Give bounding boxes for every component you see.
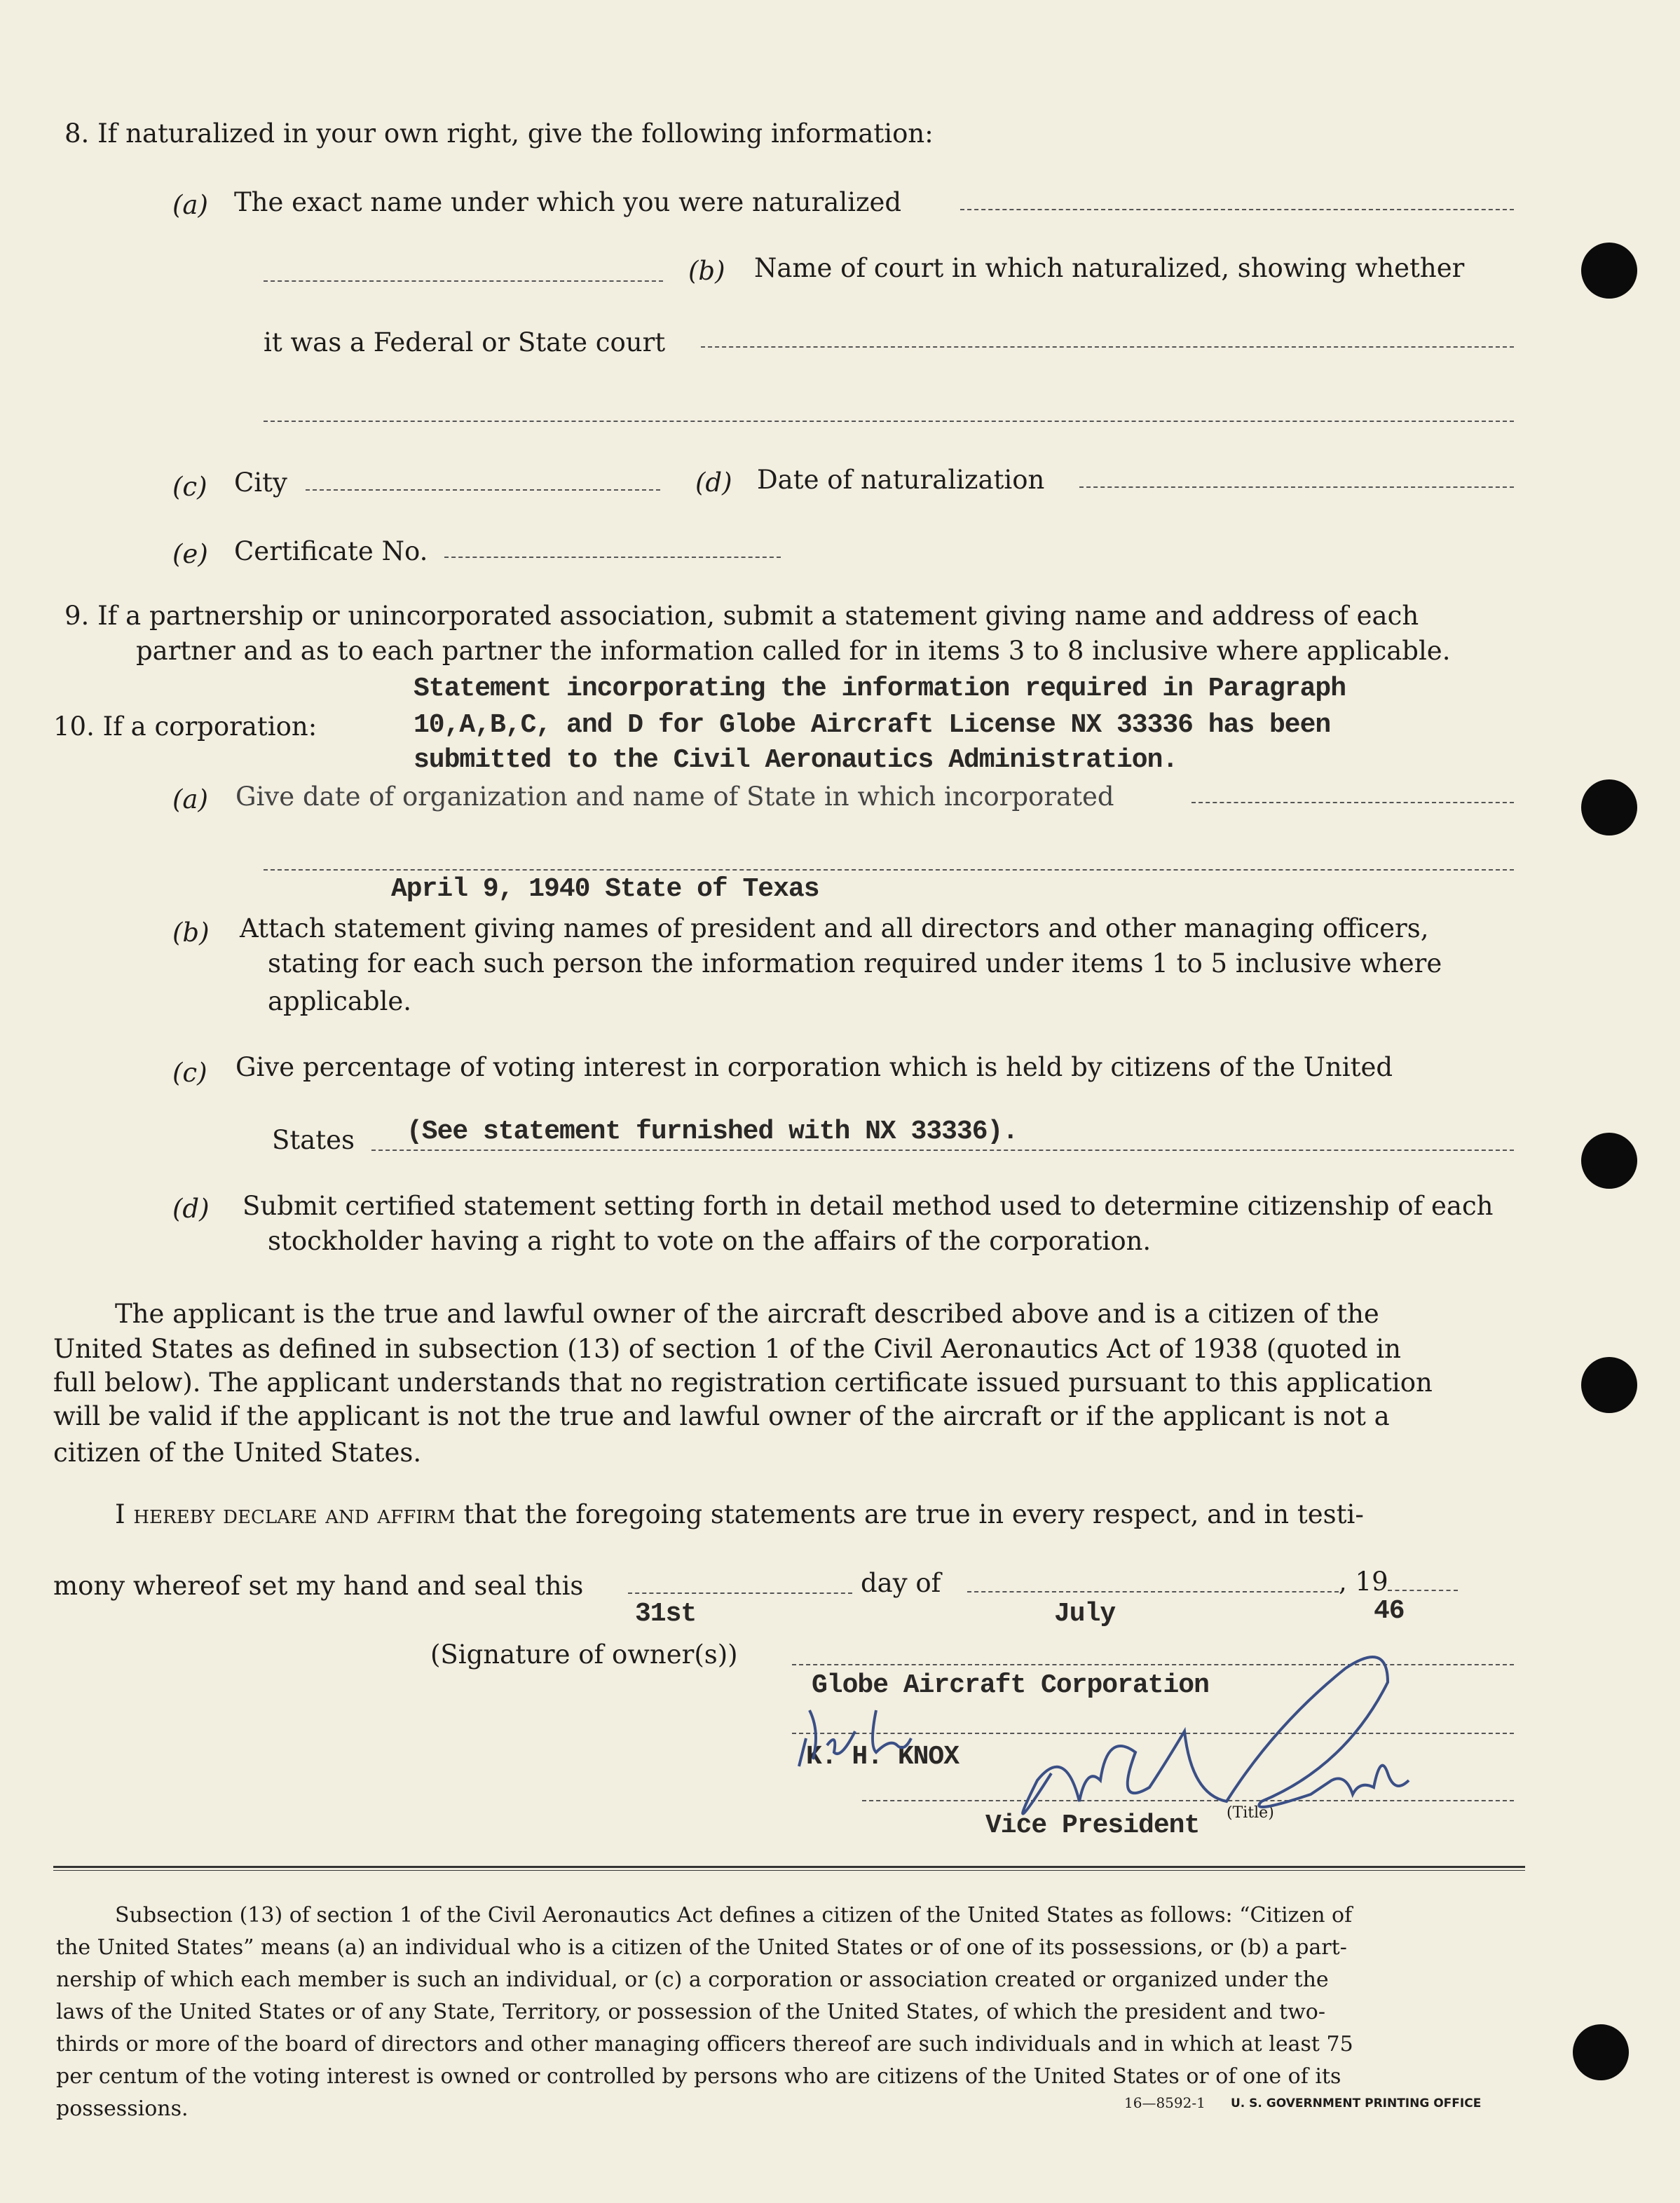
certificate-label: Certificate No. — [234, 536, 428, 566]
punch-hole — [1581, 243, 1637, 299]
label-d: (d) — [172, 1194, 210, 1224]
item-10c-states: States — [272, 1125, 355, 1155]
footnote-line: possessions. — [56, 2096, 189, 2121]
label-c: (c) — [172, 472, 207, 502]
date-naturalization-field[interactable] — [1079, 486, 1514, 488]
signature-label: (Signature of owner(s)) — [430, 1639, 738, 1670]
affirmation-line — [115, 1501, 1364, 1527]
label-c: (c) — [172, 1058, 207, 1088]
year-typed: 46 — [1374, 1596, 1405, 1626]
typed-statement-1: Statement incorporating the information required in Paragraph — [414, 674, 1346, 704]
item-10d-line: stockholder having a right to vote on the affairs of the corporation. — [268, 1226, 1152, 1256]
label-b: (b) — [688, 256, 725, 286]
incorporation-field-cont[interactable] — [264, 869, 1514, 871]
title-typed: Vice President — [985, 1810, 1200, 1841]
item-10c-text: Give percentage of voting interest in corporation which is held by citizens of the United — [235, 1052, 1393, 1082]
affirm-lead: I hereby declare and affirm — [115, 1499, 456, 1529]
printer-imprint: U. S. GOVERNMENT PRINTING OFFICE — [1231, 2096, 1482, 2110]
label-a: (a) — [172, 190, 208, 220]
certificate-field[interactable] — [444, 557, 781, 558]
punch-hole — [1581, 1133, 1637, 1189]
item-8a-text: The exact name under which you were naturalized — [234, 187, 902, 217]
month-typed: July — [1054, 1599, 1116, 1629]
footnote-line: per centum of the voting interest is owned or controlled by persons who are citizens of the United States or of one of its — [56, 2064, 1341, 2089]
affirm-rest: that the foregoing statements are true in every respect, and in testi- — [463, 1499, 1364, 1529]
naturalized-name-field[interactable] — [960, 209, 1514, 210]
label-d: (d) — [695, 468, 732, 498]
company-name-typed: Globe Aircraft Corporation — [812, 1670, 1209, 1700]
voting-interest-field[interactable] — [371, 1150, 1514, 1151]
footnote-line: nership of which each member is such an individual, or (c) a corporation or association created or organized under the — [56, 1967, 1329, 1992]
title-label: (Title) — [1227, 1804, 1274, 1822]
declaration-line: full below). The applicant understands that no registration certificate issued pursuant to this application — [53, 1368, 1433, 1398]
declaration-line: citizen of the United States. — [53, 1438, 422, 1468]
handwritten-signatures — [771, 1640, 1472, 1850]
footnote-line: thirds or more of the board of directors and other managing officers thereof are such individuals and in which at least 75 — [56, 2032, 1353, 2057]
punch-hole — [1573, 2024, 1629, 2080]
item-9-line1: 9. If a partnership or unincorporated association, submit a statement giving name and address of each — [64, 601, 1419, 631]
label-b: (b) — [172, 918, 210, 948]
item-10d-line: Submit certified statement setting forth in detail method used to determine citizenship of each — [243, 1191, 1494, 1221]
typed-statement-2: 10,A,B,C, and D for Globe Aircraft License NX 33336 has been — [414, 710, 1331, 740]
item-9-line2: partner and as to each partner the information called for in items 3 to 8 inclusive where applicable. — [136, 636, 1451, 666]
form-number: 16—8592-1 — [1124, 2094, 1206, 2111]
declaration-line: United States as defined in subsection (13) of section 1 of the Civil Aeronautics Act of 1938 (quoted in — [53, 1334, 1401, 1364]
voting-interest-typed: (See statement furnished with NX 33336). — [407, 1117, 1018, 1147]
item-8-heading: 8. If naturalized in your own right, give the following information: — [64, 118, 934, 149]
court-field[interactable] — [701, 346, 1514, 348]
declaration-line: will be valid if the applicant is not the true and lawful owner of the aircraft or if the applicant is not a — [53, 1401, 1390, 1431]
punch-hole — [1581, 779, 1637, 835]
signer-name-typed: K. H. KNOX — [806, 1742, 959, 1772]
incorporation-field[interactable] — [1191, 802, 1514, 803]
item-8b-text: Name of court in which naturalized, showing whether — [754, 253, 1465, 283]
day-of-label: day of — [861, 1568, 941, 1598]
item-10b-line: Attach statement giving names of president and all directors and other managing officers, — [240, 913, 1429, 943]
city-label: City — [234, 468, 287, 498]
item-8b-text-2: it was a Federal or State court — [264, 327, 666, 357]
naturalized-name-field-cont[interactable] — [264, 280, 663, 282]
punch-hole — [1581, 1357, 1637, 1413]
month-field[interactable] — [967, 1591, 1339, 1592]
day-field[interactable] — [628, 1592, 852, 1594]
label-a: (a) — [172, 784, 208, 814]
day-typed: 31st — [635, 1599, 697, 1629]
item-10a-text: Give date of organization and name of State in which incorporated — [235, 782, 1114, 812]
court-field-cont[interactable] — [264, 421, 1514, 422]
divider-rule — [53, 1866, 1525, 1871]
city-field[interactable] — [306, 489, 660, 491]
declaration-line: The applicant is the true and lawful owner of the aircraft described above and is a citizen of the — [115, 1299, 1379, 1329]
label-e: (e) — [172, 539, 208, 569]
item-10b-line: stating for each such person the information required under items 1 to 5 inclusive where — [268, 948, 1442, 978]
footnote-line: the United States” means (a) an individual who is a citizen of the United States or of one of its possessions, or (b) a part- — [56, 1935, 1347, 1960]
year-field[interactable] — [1388, 1590, 1458, 1591]
item-10b-line: applicable. — [268, 986, 412, 1016]
footnote-line: Subsection (13) of section 1 of the Civil Aeronautics Act defines a citizen of the United States as follows: “Citizen of — [115, 1903, 1353, 1928]
year-prefix: , 19 — [1339, 1567, 1388, 1597]
item-10-heading: 10. If a corporation: — [53, 711, 317, 742]
incorporation-date-state: April 9, 1940 State of Texas — [391, 874, 819, 904]
affirm-line2: mony whereof set my hand and seal this — [53, 1571, 584, 1601]
footnote-line: laws of the United States or of any State, Territory, or possession of the United States, of which the president and two- — [56, 2000, 1325, 2024]
date-naturalization-label: Date of naturalization — [757, 465, 1045, 495]
typed-statement-3: submitted to the Civil Aeronautics Administration. — [414, 745, 1178, 775]
